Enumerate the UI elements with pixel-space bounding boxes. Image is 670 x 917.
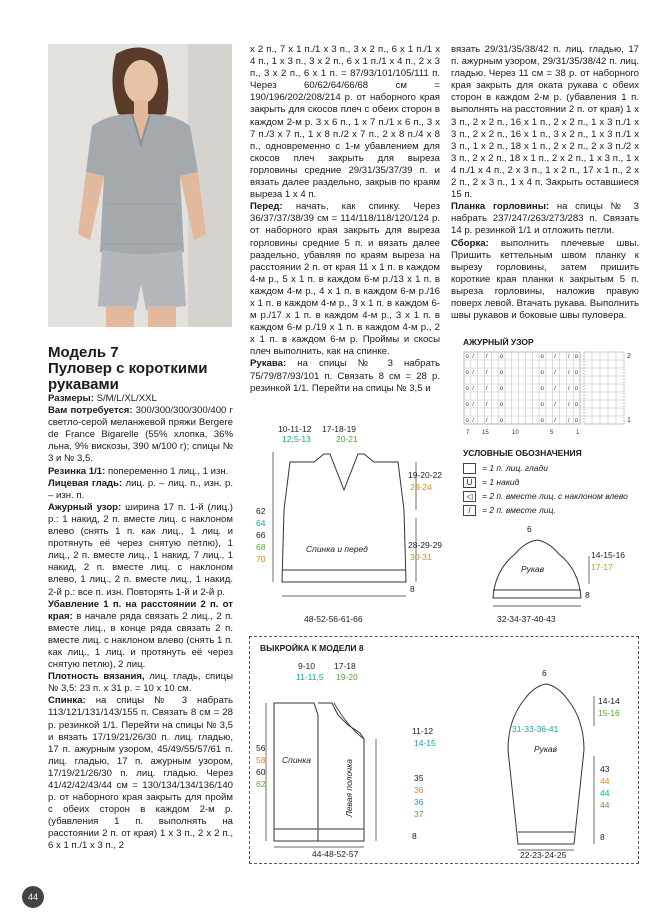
col-label-15: 15 bbox=[482, 430, 489, 436]
chart-stitch-mark: o bbox=[499, 370, 503, 376]
legend-title: УСЛОВНЫЕ ОБОЗНАЧЕНИЯ bbox=[463, 448, 582, 458]
lace-chart bbox=[460, 348, 640, 438]
chart-stitch-mark: / bbox=[485, 418, 488, 424]
schema8-sleeve-width: 31-33-36-41 bbox=[512, 724, 559, 734]
needs-label: Вам потребуется: bbox=[48, 405, 133, 417]
chart-stitch-mark: / bbox=[567, 386, 570, 392]
schema8-sleeve-right-1: 43 bbox=[600, 764, 610, 774]
schema8-top-left-2: 11-11,5 bbox=[296, 672, 324, 682]
schema7-sleeve-right-2: 17-17 bbox=[591, 562, 613, 572]
model-subtitle: Пуловер с короткими рукавами bbox=[48, 360, 208, 393]
back-label: Спинка: bbox=[48, 695, 86, 707]
col-label-7: 7 bbox=[466, 430, 470, 436]
chart-stitch-mark: / bbox=[554, 354, 556, 360]
placket-value: на спицы № 3 набрать 237/247/263/273/283 п. Связать 14 р. резинкой 1/1 и отложить петли. bbox=[451, 201, 639, 237]
schema7-bottom: 48-52-56-61-66 bbox=[304, 614, 363, 624]
lace-chart-grid bbox=[460, 348, 640, 438]
schema7-left-4: 68 bbox=[256, 542, 266, 552]
schema7-right-top-2: 23-24 bbox=[410, 482, 432, 492]
chart-stitch-mark: / bbox=[554, 386, 556, 392]
sizes-value: S/M/L/XL/XXL bbox=[93, 393, 157, 404]
schema7-right-mid-2: 30-31 bbox=[410, 552, 432, 562]
schema8-right-3: 36 bbox=[414, 797, 424, 807]
schema7-left-1: 62 bbox=[256, 506, 266, 516]
chart-stitch-mark: o bbox=[574, 354, 579, 360]
ssk-icon: ◁ bbox=[463, 491, 476, 502]
chart-stitch-mark: / bbox=[472, 354, 474, 360]
schema7-right-top-1: 19-20-22 bbox=[408, 470, 443, 480]
schema8-bottom: 44-48-52-57 bbox=[312, 849, 359, 859]
row-label-2: 2 bbox=[627, 353, 631, 360]
chart-stitch-mark: o bbox=[499, 354, 503, 360]
legend-item: / = 2 п. вместе лиц. bbox=[463, 503, 643, 517]
legend-item: U = 1 накид bbox=[463, 475, 643, 489]
front-label: Перед: bbox=[250, 201, 283, 213]
legend-item: ◁ = 2 п. вместе лиц. с наклоном влево bbox=[463, 489, 643, 503]
chart-stitch-mark: o bbox=[465, 370, 469, 376]
schema7-body bbox=[248, 418, 470, 630]
rib-label: Резинка 1/1: bbox=[48, 465, 106, 477]
schema8-sleeve-bottom-right: 8 bbox=[600, 832, 605, 842]
page-number: 44 bbox=[22, 886, 44, 908]
lace-value: ширина 17 п. 1-й (лиц.) р.: 1 накид, 2 п. вместе лиц. с наклоном влево (снять 1 п. как лиц., 1 лиц. и протянуть её через снятую петлю), 1 лиц., 2 п. вместе лиц., 1 накид, 7 лиц., 1 накид, 2 п. вместе лиц. с наклоном влево, 1 лиц., 2 п. вместе лиц., 1 накид. 2-й р.: все п. изн. Повторять 1-й и 2-й р. bbox=[48, 501, 233, 598]
chart-stitch-mark: / bbox=[554, 402, 556, 408]
sleeve-value: на спицы № 3 набрать 75/79/87/93/101 п. Связать 8 см = 28 р. резинкой 1/1. Перейти на спицы № 3,5 и bbox=[250, 358, 440, 394]
chart-stitch-mark: / bbox=[567, 402, 570, 408]
schema8-sleeve-right-3: 44 bbox=[600, 788, 610, 798]
schema8-sleeve-right-4: 44 bbox=[600, 800, 610, 810]
chart-stitch-mark: / bbox=[567, 418, 570, 424]
lace-chart-title: АЖУРНЫЙ УЗОР bbox=[463, 337, 534, 347]
chart-stitch-mark: o bbox=[574, 402, 579, 408]
chart-stitch-mark: / bbox=[472, 402, 474, 408]
stockinette-label: Лицевая гладь: bbox=[48, 477, 123, 489]
schema8-right-4: 37 bbox=[414, 809, 424, 819]
schema8-back-label: Спинка bbox=[282, 755, 311, 765]
k2tog-icon: / bbox=[463, 505, 476, 516]
legend bbox=[463, 461, 643, 517]
schema8-top-right-2: 19-20 bbox=[336, 672, 358, 682]
schema7-sleeve-top: 6 bbox=[527, 524, 532, 534]
gauge-value: лиц. гладь, спицы № 3,5: 23 п. х 31 р. = 10 х 10 см. bbox=[48, 671, 233, 695]
chart-stitch-mark: / bbox=[472, 370, 474, 376]
schema7-sleeve-bottom: 32-34-37-40-43 bbox=[497, 614, 556, 624]
decrease-value: в начале ряда связать 2 лиц., 2 п. вместе лиц., в конце ряда связать 2 п. вместе лиц. с наклоном влево (снять 1 п. как лиц., 1 лиц. и протянуть её через снятую петлю), 2 лиц. bbox=[48, 610, 233, 671]
model-illustration bbox=[48, 44, 232, 327]
chart-stitch-mark: o bbox=[499, 386, 503, 392]
chart-stitch-mark: o bbox=[465, 418, 469, 424]
chart-stitch-mark: o bbox=[574, 386, 579, 392]
needs-value: 300/300/300/300/400 г светло-серой меланжевой пряжи Bergere de France Bigarelle (55% хлопка, 36% льна, 9% вискозы, 390 м/100 г); спицы № 3 и № 3,5. bbox=[48, 405, 233, 465]
schema7-right-mid-1: 28-29-29 bbox=[408, 540, 443, 550]
schema8-top-right-1: 17-18 bbox=[334, 661, 356, 671]
lace-label: Ажурный узор: bbox=[48, 501, 122, 513]
sleeve-continued: вязать 29/31/35/38/42 п. лиц. гладью, 17 п. ажурным узором, 29/31/35/38/42 п. лиц. гладью. Через 11 см = 38 р. от наборного края закрыть для оката рукава с обеих сторон в каждом 2-м р. (убавления 1 п. выполнять на расстоянии 2 п. от края) 1 х 3 п., 2 х 2 п., 16 х 1 п., 2 х 2 п., 1 х 3 п./1 х 3 п., 2 х 2 п., 16 х 1 п., 3 х 2 п., 1 х 3 п./1 х 3 п., 1 х 2 п., 18 х 1 п., 2 х 2 п., 2 х 3 п./2 х 3 п., 2 х 2 п., 18 х 1 п., 2 х 2 п., 1 х 3 п., 1 х 4 п./1 х 4 п., 2 х 3 п., 1 х 2 п., 17 х 1 п., 2 х 2 п., 2 х 3 п., 1 х 4 п. Закрыть оставшиеся 15 п. bbox=[451, 44, 639, 201]
schema7-right-bottom: 8 bbox=[410, 584, 415, 594]
col-label-5: 5 bbox=[550, 430, 554, 436]
decrease-label: Убавление 1 п. на расстоянии 2 п. от края: bbox=[48, 598, 233, 622]
back-value: на спицы № 3 набрать 113/121/131/143/155 п. Связать 8 см = 28 р. резинкой 1/1. Перейти на спицы № 3,5 и вязать 17/19/21/26/30 п. лиц. гладью, 17 п. ажурным узором, 45/49/55/57/61 п. лиц. гладью, 17 п. ажурным узором, 17/19/21/26/30 п. лиц. гладью. Через 41/42/42/43/44 см = 130/134/134/136/140 р. от наборного края закрыть для пройм с обеих сторон в каждом 2-м р. (убавления 1 п. выполнять на расстоянии 2 п. от края) 1 х 3 п., 2 х 2 п., 6 х 1 п./1 х 3 п., 2 bbox=[48, 695, 233, 852]
yarn-over-icon: U bbox=[463, 477, 476, 488]
chart-stitch-mark: o bbox=[465, 386, 469, 392]
schema7-left-5: 70 bbox=[256, 554, 266, 564]
chart-stitch-mark: o bbox=[499, 402, 503, 408]
schema8-sleeve-right-top-2: 15-16 bbox=[598, 708, 620, 718]
model7-heading bbox=[48, 345, 233, 393]
stockinette-value: лиц. р. – лиц. п., изн. р. – изн. п. bbox=[48, 477, 233, 501]
front-value: начать, как спинку. Через 36/37/37/38/39 см = 114/118/118/120/124 р. от наборного края закрыть для выреза горловины средние 5 п. и вязать далее раздельно, убавляя по краям выреза на расстоянии 2 п. от края 11 х 1 п. в каждом 4-м р., 5 х 1 п. в каждом 6-м р./13 х 1 п. в каждом 4-м р., 4 х 1 п. в каждом 6-м р./16 х 1 п. в каждом 4-м р., 3 х 1 п. в каждом 6-м р./17 х 1 п. в каждом 4-м р., 3 х 1 п. в каждом 6-м р./19 х 1 п. в каждом 4-м р., 2 х 1 п. в каждом 6-м р. Проймы и скосы плеч выполнить, как на спинке. bbox=[250, 201, 440, 358]
schema8-front-label: Левая полочка bbox=[344, 759, 354, 817]
legend-item: = 1 п. лиц. глади bbox=[463, 461, 643, 475]
schema8-left-3: 60 bbox=[256, 767, 266, 777]
col-label-10: 10 bbox=[512, 430, 519, 436]
schema8-top-left-1: 9-10 bbox=[298, 661, 316, 671]
schema7-top-left-2: 12,5-13 bbox=[282, 434, 311, 444]
chart-stitch-mark: o bbox=[574, 370, 579, 376]
rib-value: попеременно 1 лиц., 1 изн. bbox=[105, 465, 229, 477]
chart-stitch-mark: o bbox=[465, 402, 469, 408]
model-title: Модель 7 bbox=[48, 344, 119, 361]
chart-stitch-mark: / bbox=[567, 354, 570, 360]
schema8-body bbox=[252, 655, 452, 860]
placket-label: Планка горловины: bbox=[451, 201, 550, 213]
assembly-value: выполнить плечевые швы. Пришить кеттельным швом планку к вырезу горловины, затем пришить короткие края планки к закрытым 5 п. выреза горловины, наложив правую поверх левой. Втачать рукава. Выполнить швы рукавов и боковые швы пуловера. bbox=[451, 237, 639, 322]
schema7-left-2: 64 bbox=[256, 518, 266, 528]
schema8-left-4: 62 bbox=[256, 779, 266, 789]
schema8-title: ВЫКРОЙКА К МОДЕЛИ 8 bbox=[260, 643, 364, 653]
schema7-top-left-1: 10-11-12 bbox=[278, 424, 312, 434]
chart-stitch-mark: o bbox=[465, 354, 469, 360]
chart-stitch-mark: o bbox=[499, 418, 503, 424]
schema7-top-right-1: 17-18-19 bbox=[322, 424, 357, 434]
schema7-body-label: Спинка и перед bbox=[306, 544, 368, 554]
chart-stitch-mark: o bbox=[540, 402, 544, 408]
row-label-1: 1 bbox=[627, 417, 631, 424]
chart-stitch-mark: o bbox=[540, 386, 544, 392]
assembly-label: Сборка: bbox=[451, 237, 489, 249]
column-1-text bbox=[48, 393, 233, 853]
schema8-sleeve-label: Рукав bbox=[534, 744, 558, 754]
schema8-sleeve-right-2: 44 bbox=[600, 776, 610, 786]
chart-stitch-mark: o bbox=[574, 418, 579, 424]
schema8-right-top-1: 11-12 bbox=[412, 726, 434, 736]
schema7-left-3: 66 bbox=[256, 530, 266, 540]
chart-stitch-mark: / bbox=[485, 370, 488, 376]
sleeve-label: Рукава: bbox=[250, 358, 287, 370]
chart-stitch-mark: o bbox=[540, 370, 544, 376]
chart-stitch-mark: / bbox=[472, 386, 474, 392]
schema8-left-1: 56 bbox=[256, 743, 266, 753]
chart-stitch-mark: / bbox=[567, 370, 570, 376]
schema7-sleeve-bottom-right: 8 bbox=[585, 590, 590, 600]
sizes-label: Размеры: bbox=[48, 393, 94, 404]
chart-stitch-mark: o bbox=[540, 418, 544, 424]
schema8-sleeve-bottom: 22-23-24-25 bbox=[520, 850, 567, 860]
schema8-right-bottom: 8 bbox=[412, 831, 417, 841]
back-continued: х 2 п., 7 х 1 п./1 х 3 п., 3 х 2 п., 6 х 1 п./1 х 4 п., 1 х 3 п., 3 х 2 п., 6 х 1 п./1 х 4 п., 2 х 3 п., 3 х 2 п., 6 х 1 п. = 87/93/101/105/111 п. Через 60/62/64/66/68 см = 190/196/202/208/214 р. от наборного края закрыть для скосов плеч с обеих сторон в каждом 2-м р. 3 х 6 п., 1 х 7 п./1 х 6 п., 3 х 7 п./3 х 7 п., 1 х 8 п./2 х 7 п., 2 х 8 п./4 х 8 п., одновременно с 1-м убавлением для скосов плеч закрыть для выреза горловины средние 29/31/35/37/39 п. и вязать далее раздельно, закрыв по краям выреза 1 х 4 п. bbox=[250, 44, 440, 201]
chart-stitch-mark: o bbox=[540, 354, 544, 360]
schema8-right-top-2: 14-15 bbox=[414, 738, 436, 748]
schema8-right-2: 36 bbox=[414, 785, 424, 795]
chart-stitch-mark: / bbox=[472, 418, 474, 424]
schema8-sleeve-top: 6 bbox=[542, 668, 547, 678]
chart-stitch-mark: / bbox=[554, 418, 556, 424]
chart-stitch-mark: / bbox=[485, 354, 488, 360]
schema8-right-1: 35 bbox=[414, 773, 424, 783]
chart-stitch-mark: / bbox=[554, 370, 556, 376]
col-label-1: 1 bbox=[576, 430, 580, 436]
column-3-text bbox=[451, 44, 639, 322]
schema7-sleeve-right-1: 14-15-16 bbox=[591, 550, 626, 560]
chart-stitch-mark: / bbox=[485, 386, 488, 392]
column-2-text bbox=[250, 44, 440, 395]
schema8-left-2: 58 bbox=[256, 755, 266, 765]
model-photo bbox=[48, 44, 232, 327]
chart-stitch-mark: / bbox=[485, 402, 488, 408]
schema7-top-right-2: 20-21 bbox=[336, 434, 358, 444]
schema8-sleeve-right-top-1: 14-14 bbox=[598, 696, 620, 706]
gauge-label: Плотность вязания, bbox=[48, 671, 145, 683]
schema7-sleeve bbox=[485, 520, 635, 630]
schema8-sleeve bbox=[490, 660, 635, 860]
schema7-sleeve-label: Рукав bbox=[521, 564, 545, 574]
